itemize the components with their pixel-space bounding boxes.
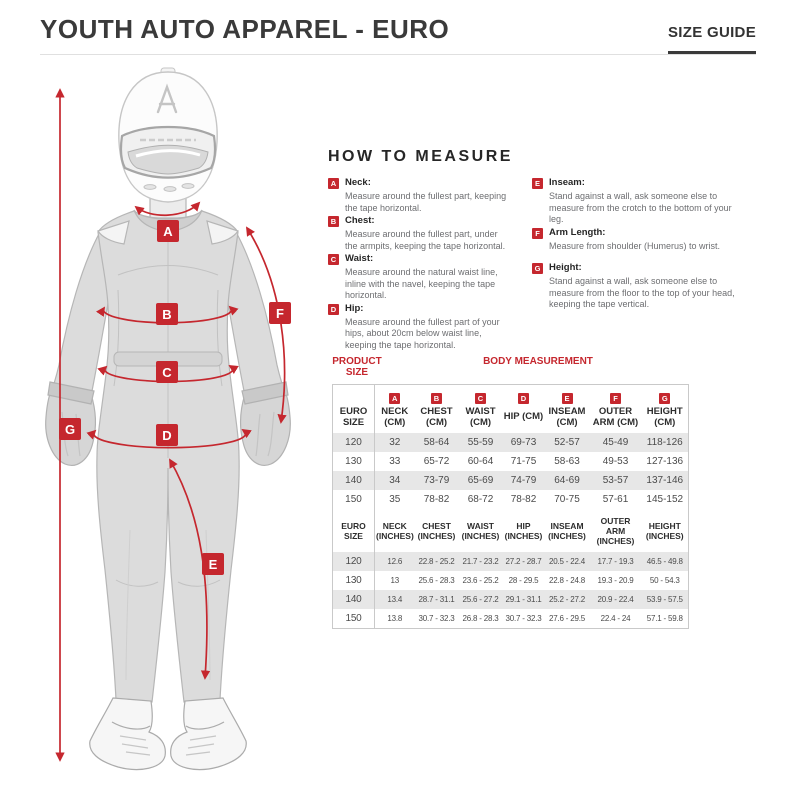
col-badge: B — [431, 393, 442, 404]
measure-desc: Measure around the fullest part, under the armpits, keeping the tape horizontal. — [345, 229, 506, 251]
badge-chest: B — [162, 307, 172, 322]
cm-row-150: 150 35 78-82 68-72 78-82 70-75 57-61 145-152 — [333, 490, 689, 509]
letter-badge: E — [532, 178, 543, 189]
size-table-section — [332, 356, 688, 629]
inches-row-150: 150 13.8 30.7 - 32.3 26.8 - 28.3 30.7 - 32.3 27.6 - 29.5 22.4 - 24 57.1 - 59.8 — [333, 609, 689, 629]
measure-item-waist — [328, 253, 510, 265]
col-header: HIP (INCHES) — [504, 521, 543, 541]
measurement-figure — [0, 60, 340, 800]
badge-neck: A — [163, 224, 173, 239]
col-header: HEIGHT (INCHES) — [645, 521, 684, 541]
measure-label: Arm Length: — [549, 226, 606, 238]
header-divider — [40, 54, 756, 55]
measure-desc: Measure around the fullest part, keeping the tape horizontal. — [345, 191, 507, 213]
measure-item-hip — [328, 303, 510, 315]
how-to-measure-right-column — [532, 177, 744, 352]
col-header: OUTER ARM (CM) — [592, 406, 639, 428]
col-header: NECK (INCHES) — [376, 521, 414, 541]
measure-item-neck — [328, 177, 510, 189]
how-to-measure-heading: HOW TO MEASURE — [328, 148, 513, 165]
col-header: CHEST (INCHES) — [417, 521, 456, 541]
how-to-measure-section — [328, 148, 764, 352]
letter-badge: C — [328, 254, 339, 265]
page-title: YOUTH AUTO APPAREL - EURO — [40, 14, 450, 44]
cm-row-120: 120 32 58-64 55-59 69-73 52-57 45-49 118-126 — [333, 433, 689, 452]
col-badge: F — [610, 393, 621, 404]
inches-row-140: 140 13.4 28.7 - 31.1 25.6 - 27.2 29.1 - 31.1 25.2 - 27.2 20.9 - 22.4 53.9 - 57.5 — [333, 590, 689, 609]
col-header: CHEST (CM) — [420, 406, 453, 428]
measure-item-arm-length — [532, 227, 744, 239]
col-badge: C — [475, 393, 486, 404]
col-header: OUTER ARM (INCHES) — [596, 516, 635, 546]
body-measurement-label: BODY MEASUREMENT — [483, 356, 593, 367]
inches-row-130: 130 13 25.6 - 28.3 23.6 - 25.2 28 - 29.5 22.8 - 24.8 19.3 - 20.9 50 - 54.3 — [333, 571, 689, 590]
col-header: WAIST (CM) — [465, 406, 496, 428]
measure-desc: Measure around the natural waist line, inline with the navel, keeping the tape horizontal. — [345, 267, 498, 300]
letter-badge: G — [532, 263, 543, 274]
chin-vent — [164, 187, 176, 192]
cm-header-row — [333, 406, 689, 433]
measure-label: Inseam: — [549, 177, 585, 188]
measure-label: Chest: — [345, 215, 375, 226]
badge-arm: F — [276, 306, 284, 321]
col-header: NECK (CM) — [381, 406, 409, 428]
table-letter-badges-row — [333, 385, 689, 407]
measure-label: Hip: — [345, 302, 364, 314]
col-header: INSEAM (INCHES) — [548, 521, 586, 541]
chin-vent — [144, 185, 156, 190]
left-boot — [90, 698, 166, 770]
inches-row-120: 120 12.6 22.8 - 25.2 21.7 - 23.2 27.2 - 28.7 20.5 - 22.4 17.7 - 19.3 46.5 - 49.8 — [333, 552, 689, 571]
letter-badge: B — [328, 216, 339, 227]
inches-header-row — [333, 509, 689, 552]
letter-badge: A — [328, 178, 339, 189]
measure-desc: Measure from shoulder (Humerus) to wrist. — [549, 240, 721, 251]
measure-desc: Stand against a wall, ask someone else to measure from the crotch to the bottom of your leg. — [549, 191, 732, 224]
cm-row-140: 140 34 73-79 65-69 74-79 64-69 53-57 137-146 — [333, 471, 689, 490]
col-badge: D — [518, 393, 529, 404]
helmet — [119, 68, 217, 202]
right-boot — [171, 698, 247, 770]
size-table — [332, 384, 689, 629]
letter-badge: D — [328, 304, 339, 315]
badge-hip: D — [162, 428, 172, 443]
badge-height: G — [64, 422, 76, 437]
letter-badge: F — [532, 228, 543, 239]
chin-vent — [182, 184, 194, 189]
col-header: HEIGHT (CM) — [646, 406, 683, 428]
product-size-label: PRODUCT SIZE — [332, 356, 382, 378]
measure-label: Waist: — [345, 253, 374, 264]
measure-desc: Measure around the fullest part of your hips, about 20cm below waist line, keeping the tape horizontal. — [345, 316, 500, 350]
size-guide-tab[interactable]: SIZE GUIDE — [668, 24, 756, 54]
col-badge: A — [389, 393, 400, 404]
measure-desc: Stand against a wall, ask someone else to measure from the floor to the top of your head, keeping the tape vertical. — [549, 276, 735, 309]
measure-item-height — [532, 262, 744, 274]
measure-label: Neck: — [345, 177, 371, 188]
badge-inseam: E — [208, 557, 218, 572]
measure-label: Height: — [549, 262, 582, 273]
col-header: INSEAM (CM) — [548, 406, 586, 428]
col-header: HIP (CM) — [503, 411, 544, 423]
boots — [90, 698, 247, 770]
badge-waist: C — [162, 365, 172, 380]
col-badge: E — [562, 393, 573, 404]
euro-size-header: EURO SIZE — [333, 509, 375, 552]
col-header: WAIST (INCHES) — [461, 521, 500, 541]
cm-row-130: 130 33 65-72 60-64 71-75 58-63 49-53 127-136 — [333, 452, 689, 471]
col-badge: G — [659, 393, 670, 404]
euro-size-header: EURO SIZE — [333, 406, 375, 433]
measure-item-inseam — [532, 177, 744, 189]
measure-item-chest — [328, 215, 510, 227]
how-to-measure-left-column — [328, 177, 510, 352]
